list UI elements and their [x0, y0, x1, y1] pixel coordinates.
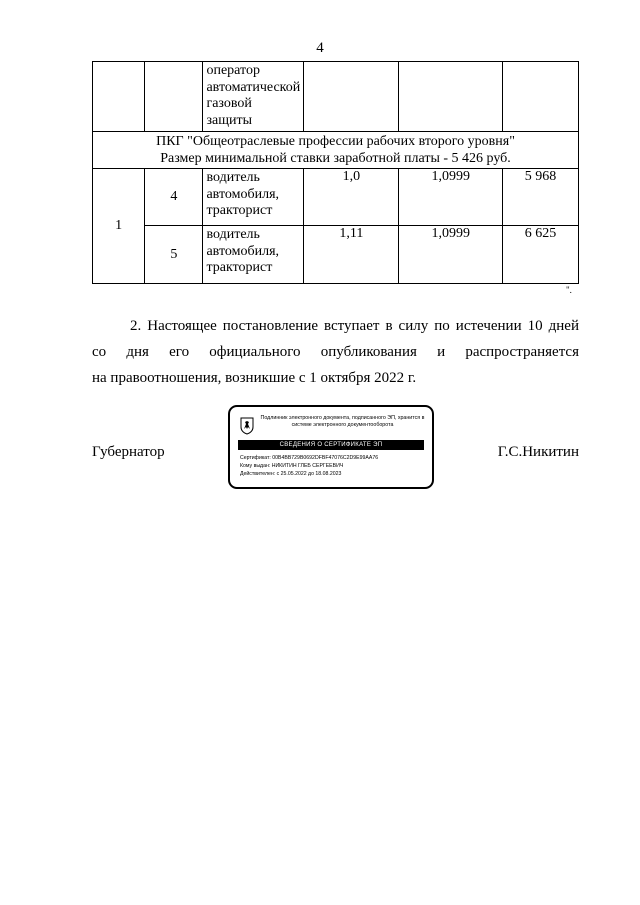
table-cell-number: 1	[93, 169, 145, 284]
electronic-signature-stamp	[228, 405, 434, 489]
closing-quote: ".	[566, 285, 572, 295]
table-cell-level: 4	[145, 169, 203, 226]
pkg-heading-title: ПКГ "Общеотраслевые профессии рабочих второго уровня"	[156, 134, 515, 149]
coat-of-arms-icon	[240, 417, 254, 435]
table-cell-level: 5	[145, 226, 203, 284]
table-cell-profession: водитель автомобиля, тракторист	[203, 169, 304, 226]
table-cell-coef2: 1,0999	[399, 226, 503, 284]
table-row	[93, 226, 579, 284]
table-cell-coef1	[304, 62, 399, 132]
table-cell-profession: оператор автоматической газовой защиты	[203, 62, 304, 132]
table-cell-coef1: 1,11	[304, 226, 399, 284]
pkg-heading-cell	[93, 132, 579, 169]
stamp-certificate: Сертификат: 00B4BB729B0692DFBF47076C2D9E99AA76	[240, 455, 379, 461]
table-cell-coef1: 1,0	[304, 169, 399, 226]
table-row-pkg-heading	[93, 132, 579, 169]
paragraph-line: со дня его официального опубликования и распространяется	[92, 344, 579, 360]
stamp-header: Подлинник электронного документа, подписанного ЭП, хранится в системе электронного документооборота	[260, 415, 425, 428]
table-cell-salary: 6 625	[503, 226, 579, 284]
table-cell-salary: 5 968	[503, 169, 579, 226]
table-cell-profession: водитель автомобиля, тракторист	[203, 226, 304, 284]
table-cell-number	[93, 62, 145, 132]
paragraph-effective-date	[92, 313, 579, 391]
table-cell-level	[145, 62, 203, 132]
stamp-bar: СВЕДЕНИЯ О СЕРТИФИКАТЕ ЭП	[238, 440, 424, 450]
stamp-issued-to: Кому выдан: НИКИТИН ГЛЕБ СЕРГЕЕВИЧ	[240, 463, 344, 469]
page-number: 4	[316, 40, 324, 56]
signatory-name: Г.С.Никитин	[497, 444, 579, 460]
paragraph-line: на правоотношения, возникшие с 1 октября 2022 г.	[92, 370, 417, 386]
table-row	[93, 169, 579, 226]
salary-table	[92, 61, 579, 284]
table-row	[93, 62, 579, 132]
table-cell-salary	[503, 62, 579, 132]
table-cell-coef2: 1,0999	[399, 169, 503, 226]
stamp-validity: Действителен: с 25.05.2022 до 18.08.2023	[240, 471, 342, 477]
paragraph-line: 2. Настоящее постановление вступает в силу по истечении 10 дней	[130, 318, 579, 334]
pkg-heading-rate: Размер минимальной ставки заработной платы - 5 426 руб.	[160, 151, 511, 166]
table-cell-coef2	[399, 62, 503, 132]
signatory-title: Губернатор	[92, 444, 165, 460]
